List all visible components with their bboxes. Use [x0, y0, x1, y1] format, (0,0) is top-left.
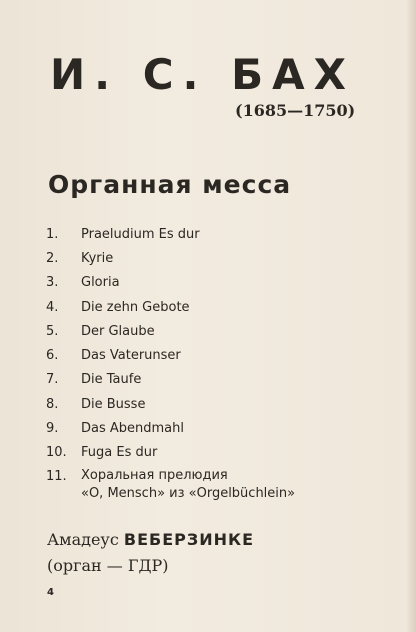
item-title: Хоральная прелюдия — [81, 467, 228, 483]
list-item — [46, 441, 376, 465]
item-number: 4. — [46, 299, 59, 315]
composer-name: И. С. БАХ — [50, 50, 356, 99]
list-item — [46, 465, 376, 503]
composer-years: (1685—1750) — [235, 101, 356, 120]
item-number: 2. — [46, 250, 59, 266]
item-number: 5. — [46, 323, 59, 339]
item-number: 3. — [46, 275, 59, 291]
list-item — [46, 392, 376, 416]
item-number: 8. — [46, 396, 59, 412]
list-item — [46, 222, 376, 246]
performer-surname: ВЕБЕРЗИНКЕ — [123, 530, 255, 549]
item-title: Die Busse — [81, 396, 146, 412]
performer-name — [47, 530, 254, 549]
item-number: 11. — [46, 468, 67, 484]
item-number: 1. — [46, 226, 59, 242]
item-title: Der Glaube — [81, 323, 155, 339]
list-item — [46, 319, 376, 343]
work-title: Органная месса — [48, 170, 292, 199]
item-number: 6. — [46, 348, 59, 364]
item-title: Fuga Es dur — [81, 445, 158, 461]
list-item — [46, 271, 376, 295]
list-item — [46, 343, 376, 367]
page-edge-shadow — [406, 0, 416, 632]
item-title: Kyrie — [81, 250, 114, 266]
page-number: 4 — [47, 587, 54, 598]
item-number: 10. — [46, 445, 67, 461]
performer-instrument: (орган — ГДР) — [47, 556, 169, 575]
list-item — [46, 246, 376, 270]
item-title-line2: «O, Mensch» из «Orgelbüchlein» — [81, 485, 296, 501]
item-title-block — [81, 467, 295, 503]
item-number: 7. — [46, 372, 59, 388]
list-item — [46, 416, 376, 440]
item-title: Die zehn Gebote — [81, 299, 190, 315]
list-item — [46, 295, 376, 319]
program-list — [46, 222, 376, 503]
item-title: Die Taufe — [81, 372, 142, 388]
item-number: 9. — [46, 421, 59, 437]
item-title: Gloria — [81, 275, 120, 291]
item-title: Praeludium Es dur — [81, 226, 200, 242]
performer-first-name: Амадеус — [47, 530, 119, 549]
item-title: Das Abendmahl — [81, 421, 184, 437]
item-title: Das Vaterunser — [81, 348, 181, 364]
list-item — [46, 368, 376, 392]
